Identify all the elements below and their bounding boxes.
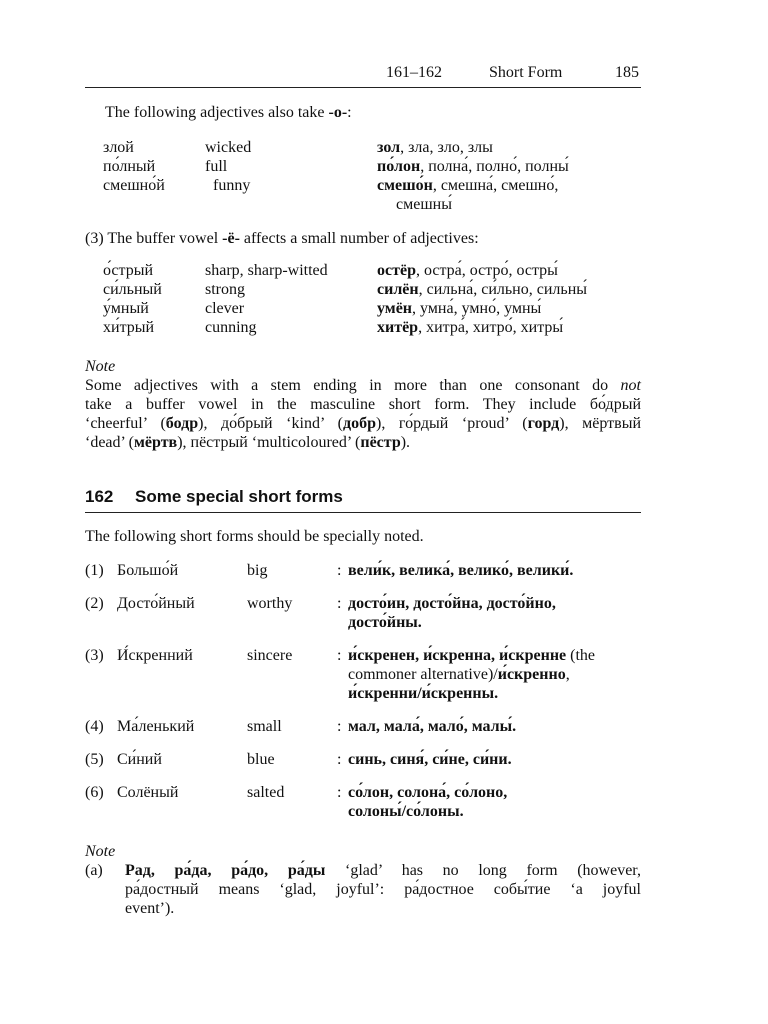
adjective-word: си́льный: [103, 281, 162, 298]
item-word: Солёный: [117, 784, 179, 801]
note-label: Note: [85, 358, 116, 375]
intro-buffer-yo: (3) The buffer vowel -ё- affects a small number of adjectives:: [85, 230, 479, 247]
adjective-word: хи́трый: [103, 319, 155, 336]
note-paragraph-line: ‘cheerful’ (бодр), до́брый ‘kind’ (добр), го́рдый ‘proud’ (горд), мёртвый: [85, 415, 642, 432]
adjective-word: у́мный: [103, 300, 149, 317]
item-meaning: salted: [247, 784, 285, 801]
item-short-forms: и́скренен, и́скренна, и́скренне (the: [348, 647, 596, 664]
item-meaning: big: [247, 562, 268, 579]
item-number: (4): [85, 718, 104, 735]
item-short-forms: вели́к, велика́, велико́, велики́.: [348, 562, 574, 579]
header-section-range: 161–162: [386, 64, 442, 81]
item-short-forms: синь, синя́, си́не, си́ни.: [348, 751, 512, 768]
intro-buffer-o: The following adjectives also take -o-:: [105, 104, 352, 121]
adjective-row: [85, 157, 641, 176]
adjective-meaning: wicked: [205, 139, 252, 156]
item-short-forms: досто́ин, досто́йна, досто́йно,: [348, 595, 556, 612]
item-word: Ма́ленький: [117, 718, 195, 735]
adjective-short-forms: силён, сильна́, си́льно, сильны́: [377, 281, 587, 298]
item-colon: :: [337, 595, 342, 612]
note-item-line: event’).: [125, 900, 175, 917]
item-short-forms: со́лон, солона́, со́лоно,: [348, 784, 508, 801]
adjective-word: по́лный: [103, 158, 156, 175]
adjective-short-forms: по́лон, полна́, полно́, полны́: [377, 158, 569, 175]
adjective-short-forms: смешо́н, смешна́, смешно́,: [377, 177, 559, 194]
adjective-row: [85, 280, 641, 299]
header-page-number: 185: [615, 64, 639, 81]
item-colon: :: [337, 751, 342, 768]
adjective-row: [85, 299, 641, 318]
header-title: Short Form: [489, 64, 563, 81]
item-number: (1): [85, 562, 104, 579]
item-word: И́скренний: [117, 647, 193, 664]
section-heading: [85, 486, 641, 513]
item-short-forms-continued: солоны́/со́лоны.: [348, 803, 464, 820]
item-short-forms: мал, мала́, мало́, малы́.: [348, 718, 517, 735]
item-number: (5): [85, 751, 104, 768]
note-paragraph-line: take a buffer vowel in the masculine short form. They include бо́дрый: [85, 396, 641, 413]
item-word: Досто́йный: [117, 595, 195, 612]
adjective-row: [85, 318, 641, 337]
section-number: 162: [85, 487, 114, 506]
item-short-forms-continued: и́скренни/и́скренны.: [348, 685, 499, 702]
adjective-short-forms: остёр, остра́, остро́, остры́: [377, 262, 558, 279]
item-colon: :: [337, 784, 342, 801]
adjective-word: смешно́й: [103, 177, 165, 194]
adjective-meaning: funny: [205, 177, 251, 194]
note-paragraph-line: ‘dead’ (мёртв), пёстрый ‘multicoloured’ (пёстр).: [85, 434, 411, 451]
note-label: Note: [85, 843, 116, 860]
item-short-forms-continued: досто́йны.: [348, 614, 422, 631]
adjective-row: [85, 261, 641, 280]
adjective-meaning: strong: [205, 281, 245, 298]
running-header: [85, 63, 641, 88]
adjective-short-forms: умён, умна́, умно́, умны́: [377, 300, 542, 317]
adjective-meaning: sharp, sharp-witted: [205, 262, 328, 279]
note-item-label: (a): [85, 862, 103, 879]
item-meaning: blue: [247, 751, 275, 768]
adjective-row: [85, 138, 641, 157]
note-paragraph-line: Some adjectives with a stem ending in more than one consonant do not: [85, 377, 641, 394]
item-word: Большо́й: [117, 562, 179, 579]
adjective-short-forms: зол, зла, зло, злы: [377, 139, 493, 156]
item-colon: :: [337, 647, 342, 664]
item-meaning: worthy: [247, 595, 293, 612]
adjective-row-continuation: [85, 195, 641, 214]
adjective-short-forms-continued: смешны́: [396, 196, 452, 213]
item-colon: :: [337, 718, 342, 735]
adjective-meaning: clever: [205, 300, 245, 317]
item-number: (3): [85, 647, 104, 664]
item-number: (6): [85, 784, 104, 801]
note-item-line: ра́достный means ‘glad, joyful’: ра́достное собы́тие ‘a joyful: [125, 881, 641, 898]
item-short-forms-continued: commoner alternative)/и́скренно,: [348, 666, 570, 683]
item-number: (2): [85, 595, 104, 612]
item-word: Си́ний: [117, 751, 162, 768]
item-meaning: small: [247, 718, 282, 735]
adjective-word: злой: [103, 139, 134, 156]
item-colon: :: [337, 562, 342, 579]
item-meaning: sincere: [247, 647, 293, 664]
section-intro: The following short forms should be specially noted.: [85, 528, 424, 545]
adjective-row: [85, 176, 641, 195]
note-item-text: [125, 861, 641, 918]
adjective-meaning: full: [205, 158, 228, 175]
adjective-short-forms: хитёр, хитра́, хитро́, хитры́: [377, 319, 564, 336]
adjective-word: о́стрый: [103, 262, 153, 279]
note-item-line: Рад, ра́да, ра́до, ра́ды ‘glad’ has no long form (however,: [125, 862, 641, 879]
section-title: Some special short forms: [135, 487, 343, 506]
adjective-meaning: cunning: [205, 319, 257, 336]
